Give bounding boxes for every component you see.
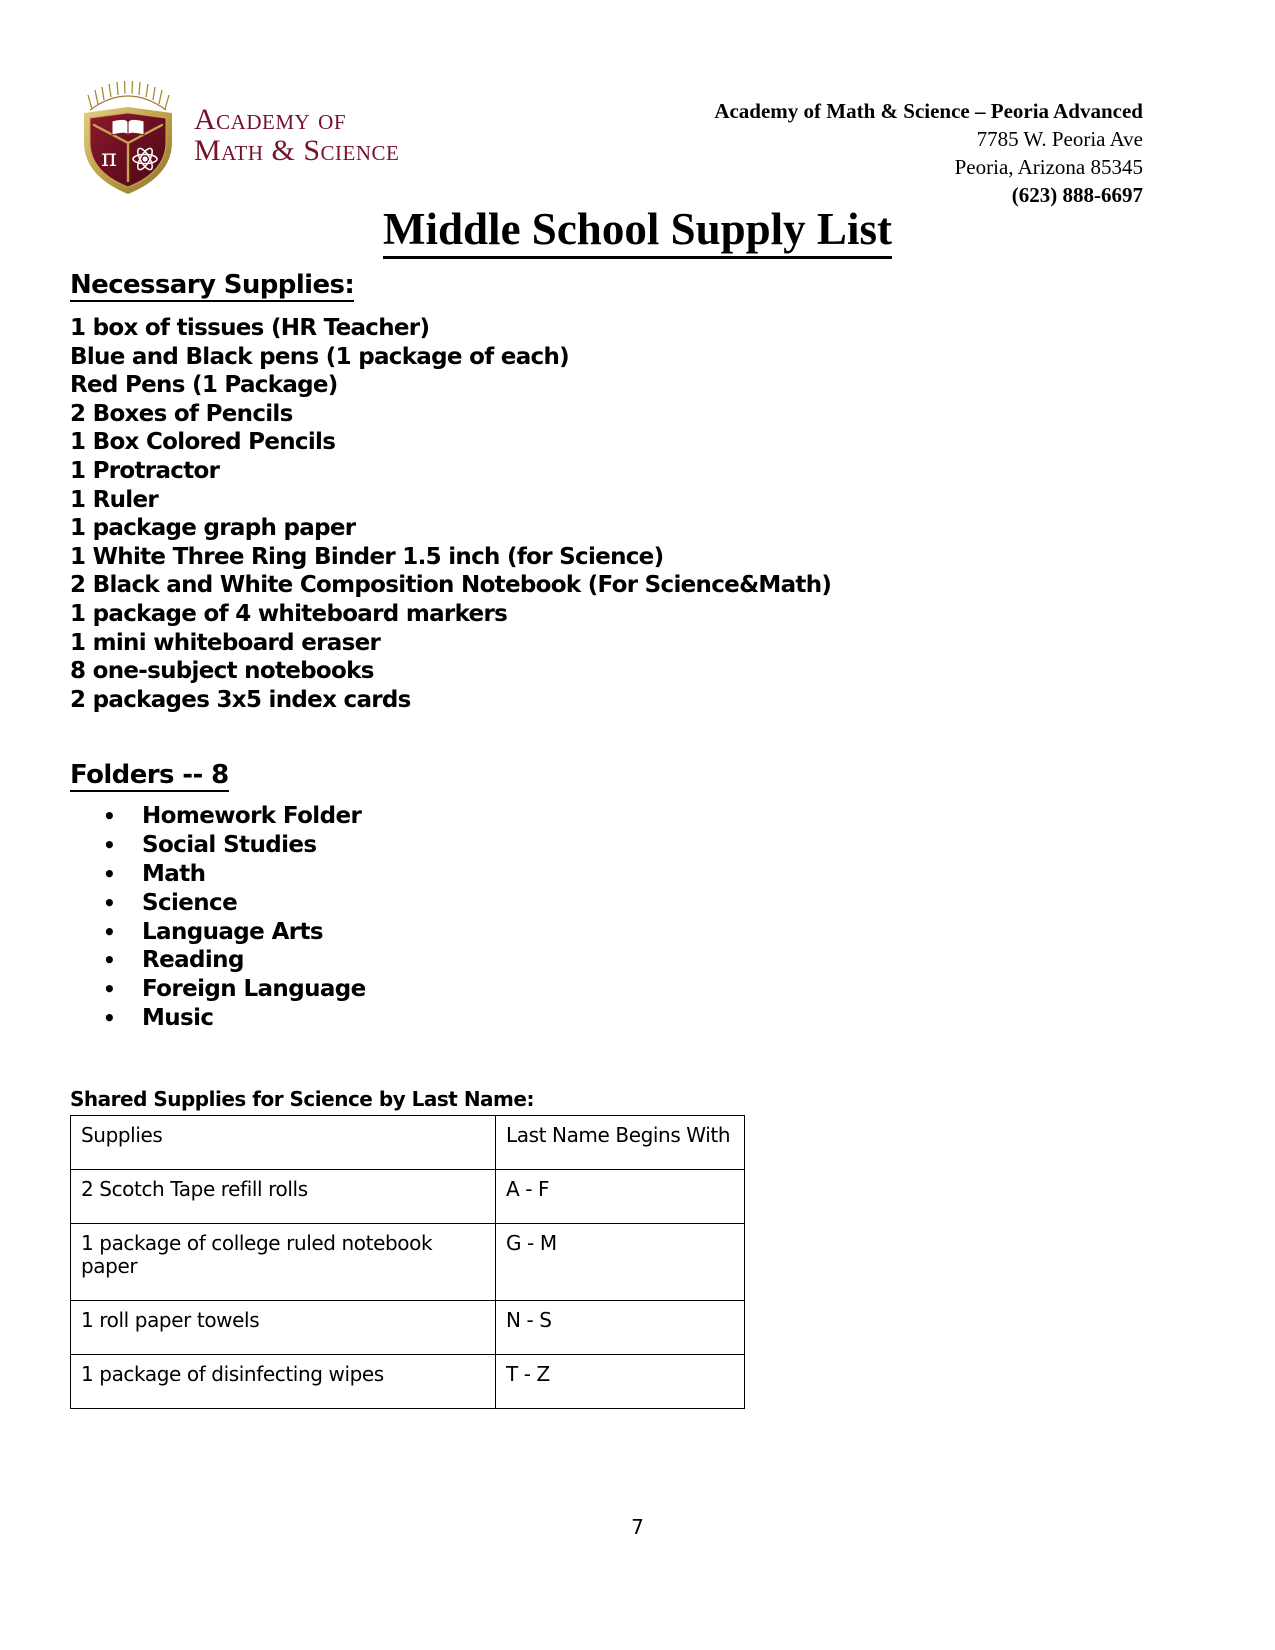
- table-row: [71, 1170, 745, 1224]
- list-item: [70, 889, 1190, 918]
- list-item-label: Reading: [142, 947, 244, 974]
- folders-heading: Folders -- 8: [70, 760, 229, 791]
- supply-item: 2 Boxes of Pencils: [70, 400, 293, 427]
- list-item: [70, 918, 1190, 947]
- bullet-icon: •: [103, 861, 116, 886]
- bullet-icon: •: [103, 1005, 116, 1030]
- cell-supply: 1 roll paper towels: [71, 1301, 496, 1355]
- supply-item: 1 White Three Ring Binder 1.5 inch (for Science): [70, 543, 664, 570]
- bullet-icon: •: [103, 804, 116, 829]
- supply-item: 2 packages 3x5 index cards: [70, 686, 411, 713]
- table-row: [71, 1224, 745, 1301]
- cell-supply: 1 package of disinfecting wipes: [71, 1355, 496, 1409]
- necessary-supplies-heading: Necessary Supplies:: [70, 270, 355, 300]
- school-address-block: [714, 98, 1143, 210]
- school-name: Academy of Math & Science – Peoria Advanced: [714, 99, 1143, 123]
- list-item-label: Math: [142, 860, 206, 887]
- cell-last-name-range: T - Z: [496, 1355, 745, 1409]
- column-header-supplies: Supplies: [71, 1116, 496, 1170]
- folders-list: [70, 802, 1190, 1032]
- bullet-icon: •: [103, 833, 116, 858]
- necessary-supplies-heading-row: [70, 272, 1190, 302]
- shared-supplies-section: [70, 1087, 731, 1409]
- logo-line-1: Academy of: [194, 103, 347, 137]
- list-item-label: Music: [142, 1004, 214, 1031]
- list-item-label: Foreign Language: [142, 976, 366, 1003]
- shared-supplies-table: [70, 1115, 745, 1409]
- supply-item: Red Pens (1 Package): [70, 372, 338, 399]
- page-title-text: Middle School Supply List: [383, 204, 892, 259]
- cell-supply: 1 package of college ruled notebook paper: [71, 1224, 496, 1301]
- logo-line-2: Math & Science: [194, 134, 400, 167]
- table-row: [71, 1355, 745, 1409]
- school-logo: [72, 80, 399, 198]
- supply-item: 8 one-subject notebooks: [70, 658, 374, 685]
- folders-heading-row: [70, 762, 1190, 792]
- list-item: [70, 831, 1190, 860]
- table-row: [71, 1301, 745, 1355]
- school-city-state-zip: Peoria, Arizona 85345: [954, 154, 1143, 179]
- supply-item: 1 Protractor: [70, 457, 220, 484]
- list-item: [70, 802, 1190, 831]
- supply-item: 1 box of tissues (HR Teacher): [70, 315, 430, 341]
- list-item: [70, 1004, 1190, 1033]
- school-phone: (623) 888-6697: [1011, 182, 1143, 207]
- bullet-icon: •: [103, 948, 116, 973]
- list-item-label: Science: [142, 889, 238, 916]
- bullet-icon: •: [103, 977, 116, 1002]
- list-item: [70, 975, 1190, 1004]
- supply-item: Blue and Black pens (1 package of each): [70, 343, 569, 370]
- list-item-label: Social Studies: [142, 832, 317, 859]
- svg-text:π: π: [101, 144, 117, 172]
- school-street: 7785 W. Peoria Ave: [976, 126, 1143, 151]
- shared-supplies-caption: Shared Supplies for Science by Last Name:: [70, 1087, 534, 1111]
- bullet-icon: •: [103, 890, 116, 915]
- cell-last-name-range: N - S: [496, 1301, 745, 1355]
- cell-last-name-range: A - F: [496, 1170, 745, 1224]
- list-item-label: Homework Folder: [142, 803, 362, 830]
- supply-item: 1 package graph paper: [70, 515, 356, 542]
- academy-shield-logo-icon: [72, 80, 184, 198]
- supply-item: 1 Ruler: [70, 486, 159, 513]
- list-item-label: Language Arts: [142, 918, 324, 945]
- supply-item: 1 Box Colored Pencils: [70, 429, 336, 456]
- necessary-supplies-list: [70, 314, 1190, 714]
- main-content: [70, 272, 1190, 1033]
- table-header-row: [71, 1116, 745, 1170]
- logo-wordmark: [194, 105, 399, 172]
- column-header-last-name: Last Name Begins With: [496, 1116, 745, 1170]
- page-number: 7: [631, 1515, 644, 1539]
- list-item: [70, 860, 1190, 889]
- bullet-icon: •: [103, 919, 116, 944]
- page-title: [0, 203, 1275, 255]
- supply-item: 1 mini whiteboard eraser: [70, 629, 381, 656]
- supply-item: 1 package of 4 whiteboard markers: [70, 600, 508, 627]
- document-header: [0, 78, 1275, 207]
- cell-supply: 2 Scotch Tape refill rolls: [71, 1170, 496, 1224]
- supply-item: 2 Black and White Composition Notebook (For Science&Math): [70, 572, 832, 599]
- cell-last-name-range: G - M: [496, 1224, 745, 1301]
- list-item: [70, 946, 1190, 975]
